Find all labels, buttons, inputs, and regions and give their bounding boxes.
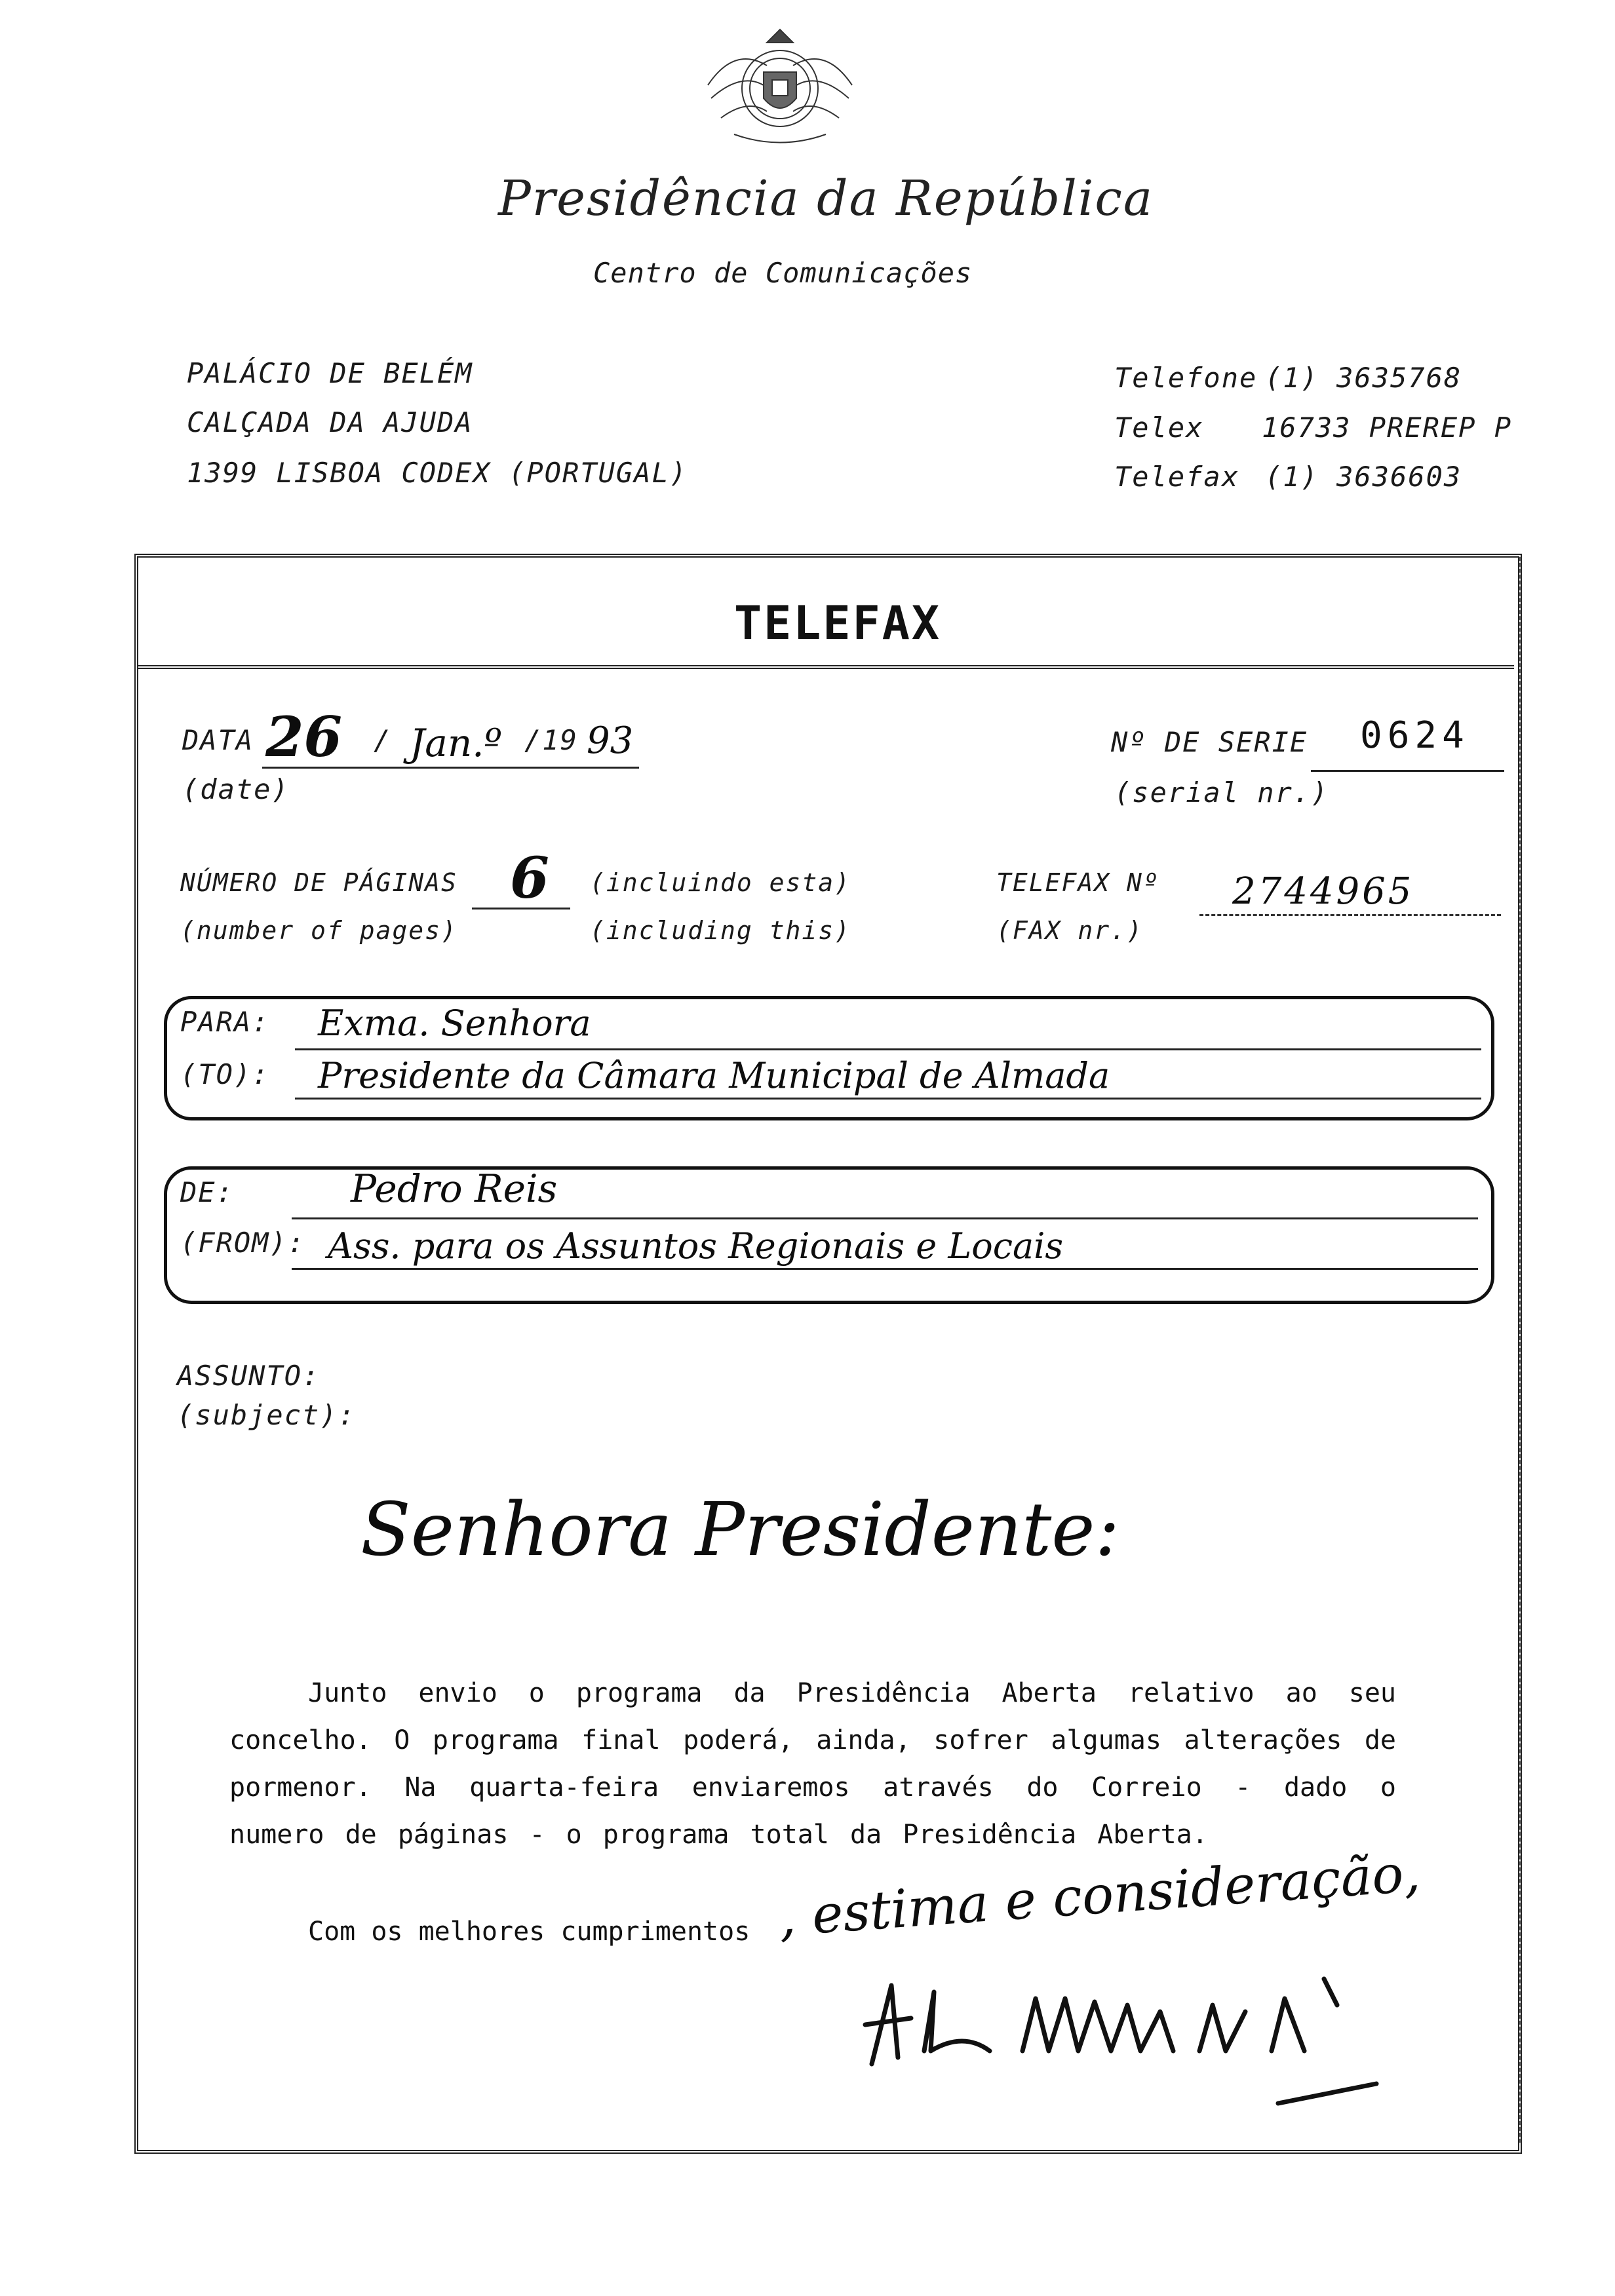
to-line2: Presidente da Câmara Municipal de Almada bbox=[318, 1055, 1110, 1096]
date-label: DATA bbox=[182, 724, 254, 756]
serial-value: 0624 bbox=[1360, 714, 1469, 757]
from-sublabel: (FROM): bbox=[180, 1227, 306, 1259]
including-sublabel: (including this) bbox=[590, 916, 851, 945]
subject-sublabel: (subject): bbox=[177, 1399, 356, 1431]
serial-label: Nº DE SERIE bbox=[1111, 726, 1308, 758]
to-line2-rule bbox=[295, 1098, 1481, 1100]
serial-underline bbox=[1311, 770, 1504, 772]
telefax-value: (1) 3636603 bbox=[1265, 461, 1462, 493]
closing: Com os melhores cumprimentos bbox=[308, 1917, 750, 1947]
telex-value: 16733 PREREP P bbox=[1262, 411, 1513, 444]
fax-value: 2744965 bbox=[1232, 870, 1414, 913]
date-day: 26 bbox=[265, 704, 342, 769]
frame-dashed-edge bbox=[1519, 557, 1521, 2143]
from-line1-rule bbox=[292, 1217, 1478, 1219]
phone-value: (1) 3635768 bbox=[1265, 362, 1462, 394]
to-label: PARA: bbox=[180, 1006, 270, 1038]
signature bbox=[852, 1953, 1396, 2116]
phone-label: Telefone bbox=[1114, 362, 1258, 394]
to-sublabel: (TO): bbox=[180, 1058, 270, 1090]
serial-sublabel: (serial nr.) bbox=[1114, 776, 1329, 809]
date-year-prefix: /19 bbox=[524, 724, 578, 756]
address-line: CALÇADA DA AJUDA bbox=[187, 406, 473, 438]
date-underline bbox=[262, 767, 639, 769]
letter-body: Junto envio o programa da Presidência Aberta relativo ao seu concelho. O programa final poderá, ainda, sofrer algumas alterações de pormenor. Na quarta-feira enviaremos através do Correio - dado o numero de páginas - o programa total da Presidência Aberta. bbox=[229, 1678, 1396, 1850]
pages-value: 6 bbox=[510, 845, 549, 911]
including-label: (incluindo esta) bbox=[590, 868, 851, 897]
date-sublabel: (date) bbox=[182, 773, 290, 805]
salutation: Senhora Presidente: bbox=[360, 1487, 1120, 1573]
pages-sublabel: (number of pages) bbox=[180, 916, 457, 945]
telefax-label: Telefax bbox=[1114, 461, 1240, 493]
title-divider bbox=[138, 665, 1514, 669]
fax-sublabel: (FAX nr.) bbox=[996, 916, 1143, 945]
address-line: 1399 LISBOA CODEX (PORTUGAL) bbox=[187, 457, 688, 489]
fax-underline bbox=[1199, 914, 1501, 916]
date-separator: / bbox=[374, 724, 392, 756]
subject-label: ASSUNTO: bbox=[177, 1360, 321, 1392]
pages-label: NÚMERO DE PÁGINAS bbox=[180, 868, 457, 897]
from-label: DE: bbox=[180, 1176, 234, 1208]
coat-of-arms-emblem bbox=[695, 20, 865, 151]
closing-handwritten: , estima e consideração, bbox=[777, 1842, 1422, 1948]
from-line2-rule bbox=[292, 1268, 1478, 1270]
date-month: Jan.º bbox=[410, 721, 502, 765]
telex-label: Telex bbox=[1114, 411, 1204, 444]
to-line1: Exma. Senhora bbox=[318, 1003, 591, 1044]
department-name: Centro de Comunicações bbox=[593, 257, 973, 289]
fax-label: TELEFAX Nº bbox=[996, 868, 1159, 897]
from-line1: Pedro Reis bbox=[351, 1166, 558, 1211]
institution-title: Presidência da República bbox=[498, 170, 1154, 227]
date-year: 93 bbox=[587, 719, 634, 762]
pages-underline bbox=[472, 908, 570, 909]
form-title: TELEFAX bbox=[734, 596, 942, 650]
address-line: PALÁCIO DE BELÉM bbox=[187, 357, 473, 389]
to-line1-rule bbox=[295, 1048, 1481, 1050]
from-line2: Ass. para os Assuntos Regionais e Locais bbox=[328, 1225, 1064, 1267]
